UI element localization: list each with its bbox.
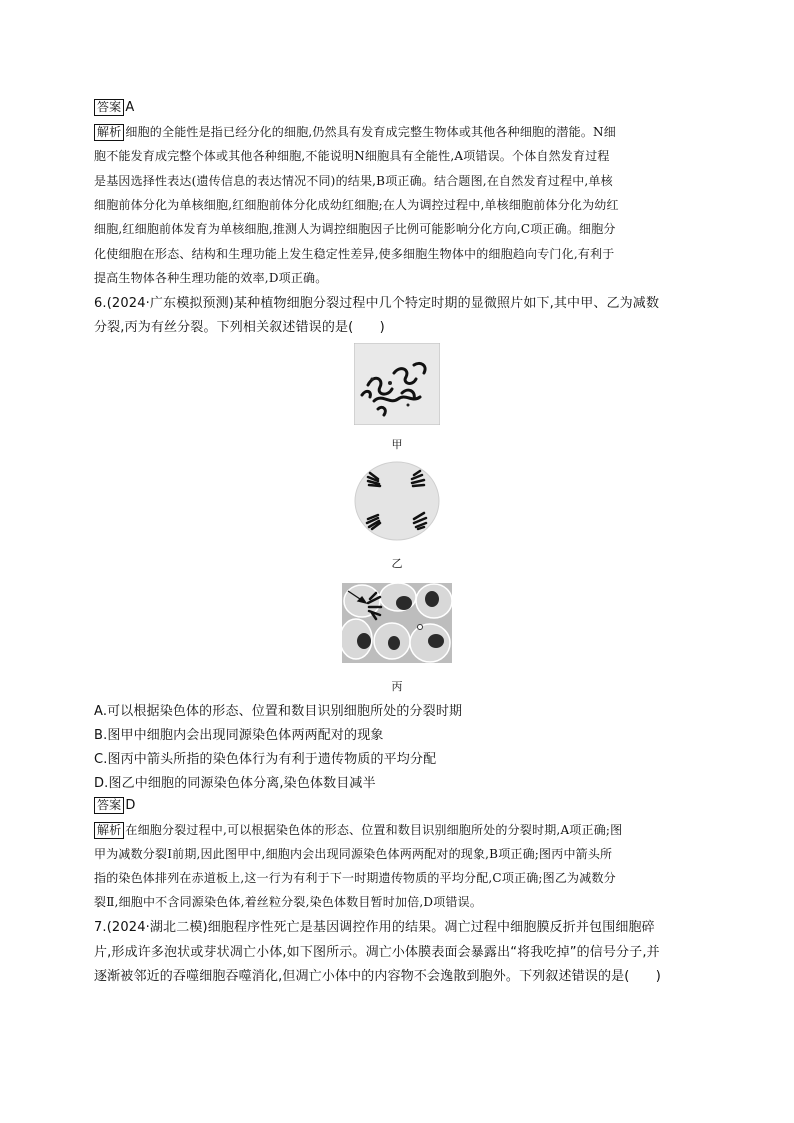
option-d: D.图乙中细胞的同源染色体分离,染色体数目减半 bbox=[94, 776, 376, 791]
analysis-line: 指的染色体排列在赤道板上,这一行为有利于下一时期遗传物质的平均分配,C项正确;图乙为减数分 bbox=[94, 871, 616, 885]
analysis-line: 提高生物体各种生理功能的效率,D项正确。 bbox=[94, 271, 328, 285]
analysis-line: 解析 细胞的全能性是指已经分化的细胞,仍然具有发育成完整生物体或其他各种细胞的潜能。N细 bbox=[94, 123, 698, 141]
question-line: 分裂,丙为有丝分裂。下列相关叙述错误的是( ) bbox=[94, 320, 385, 335]
option-c: C.图丙中箭头所指的染色体行为有利于遗传物质的平均分配 bbox=[94, 752, 437, 767]
answer-5 bbox=[94, 99, 698, 116]
figure-caption-jia: 甲 bbox=[391, 438, 403, 451]
question-line: 逐渐被邻近的吞噬细胞吞噬消化,但凋亡小体中的内容物不会逸散到胞外。下列叙述错误的是( ) bbox=[94, 969, 662, 984]
analysis-line: 甲为减数分裂Ⅰ前期,因此图甲中,细胞内会出现同源染色体两两配对的现象,B项正确;图丙中箭头所 bbox=[94, 847, 613, 861]
analysis-line: 解析 在细胞分裂过程中,可以根据染色体的形态、位置和数目识别细胞所处的分裂时期,A项正确;图 bbox=[94, 821, 698, 839]
answer-tag: 答案 bbox=[94, 797, 124, 814]
analysis-line: 化使细胞在形态、结构和生理功能上发生稳定性差异,使多细胞生物体中的细胞趋向专门化,有利于 bbox=[94, 247, 615, 261]
micrograph-jia bbox=[354, 343, 440, 425]
analysis-line: 胞不能发育成完整个体或其他各种细胞,不能说明N细胞具有全能性,A项错误。个体自然发育过程 bbox=[94, 149, 610, 163]
answer-value: A bbox=[125, 100, 135, 115]
analysis-line: 细胞前体分化为单核细胞,红细胞前体分化成幼红细胞;在人为调控过程中,单核细胞前体分化为幼红 bbox=[94, 198, 619, 212]
micrograph-yi bbox=[354, 461, 440, 541]
figure-caption-yi: 乙 bbox=[391, 557, 403, 570]
analysis-line: 是基因选择性表达(遗传信息的表达情况不同)的结果,B项正确。结合题图,在自然发育过程中,单核 bbox=[94, 174, 613, 188]
analysis-line: 细胞,红细胞前体发育为单核细胞,推测人为调控细胞因子比例可能影响分化方向,C项正确。细胞分 bbox=[94, 222, 616, 236]
answer-tag: 答案 bbox=[94, 99, 124, 116]
question-line: 6.(2024·广东模拟预测)某种植物细胞分裂过程中几个特定时期的显微照片如下,其中甲、乙为减数 bbox=[94, 296, 660, 311]
micrograph-bing bbox=[342, 583, 452, 663]
question-line: 7.(2024·湖北二模)细胞程序性死亡是基因调控作用的结果。凋亡过程中细胞膜反折并包围细胞碎 bbox=[94, 920, 655, 935]
figure-caption-bing: 丙 bbox=[391, 680, 403, 693]
question-line: 片,形成许多泡状或芽状凋亡小体,如下图所示。凋亡小体膜表面会暴露出“将我吃掉”的信号分子,并 bbox=[94, 945, 660, 960]
analysis-tag: 解析 bbox=[94, 124, 124, 141]
answer-value: D bbox=[125, 798, 136, 813]
option-a: A.可以根据染色体的形态、位置和数目识别细胞所处的分裂时期 bbox=[94, 704, 463, 719]
analysis-line: 裂Ⅱ,细胞中不含同源染色体,着丝粒分裂,染色体数目暂时加倍,D项错误。 bbox=[94, 895, 483, 909]
option-b: B.图甲中细胞内会出现同源染色体两两配对的现象 bbox=[94, 728, 384, 743]
answer-6 bbox=[94, 797, 698, 814]
analysis-tag: 解析 bbox=[94, 822, 124, 839]
